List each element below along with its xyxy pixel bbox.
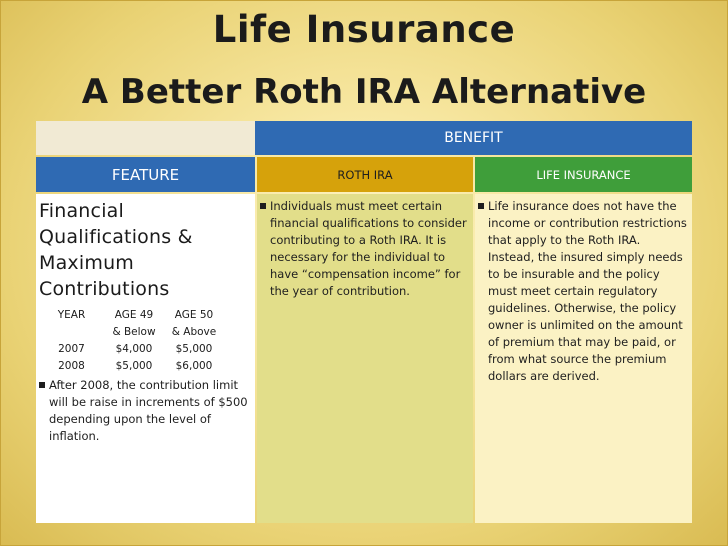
slide-subtitle: A Better Roth IRA Alternative xyxy=(81,72,647,112)
benefit-header: BENEFIT xyxy=(255,121,692,155)
bullet-square-icon xyxy=(260,203,266,209)
limits-cell: 2008 xyxy=(58,360,85,372)
limits-cell: $4,000 xyxy=(115,343,153,355)
roth-ira-cell xyxy=(257,194,473,523)
feature-heading-line: Contributions xyxy=(39,278,170,300)
limits-cell: YEAR xyxy=(57,309,86,321)
limits-cell: $6,000 xyxy=(175,360,213,372)
limits-cell: $5,000 xyxy=(115,360,153,372)
bullet-square-icon xyxy=(39,382,45,388)
header-blank-cell xyxy=(36,121,255,155)
roth-ira-bullet xyxy=(260,198,469,300)
slide-title: Life Insurance xyxy=(212,8,516,51)
limits-cell: & Above xyxy=(171,326,217,338)
roth-ira-text: Individuals must meet certain financial qualifications to consider contributing to a Roth IRA. It is necessary for the individual to have “compensation income” for the year of contribution. xyxy=(270,199,467,298)
feature-note-text: After 2008, the contribution limit will be raise in increments of $500 depending upon the level of inflation. xyxy=(49,378,248,443)
roth-ira-header: ROTH IRA xyxy=(257,157,473,192)
feature-heading-line: Maximum xyxy=(39,252,135,274)
limits-cell: 2007 xyxy=(58,343,85,355)
limits-cell: AGE 49 xyxy=(114,309,154,321)
bullet-square-icon xyxy=(478,203,484,209)
comparison-table xyxy=(36,121,692,523)
feature-heading xyxy=(39,198,252,302)
limits-cell xyxy=(39,325,104,339)
feature-note xyxy=(39,377,252,445)
contribution-limits-table xyxy=(39,308,252,373)
life-insurance-header: LIFE INSURANCE xyxy=(475,157,692,192)
life-insurance-bullet xyxy=(478,198,688,385)
feature-heading-line: Qualifications & xyxy=(39,226,193,248)
feature-cell xyxy=(36,194,255,523)
limits-cell: & Below xyxy=(112,326,156,338)
life-insurance-cell xyxy=(475,194,692,523)
feature-heading-line: Financial xyxy=(39,200,124,222)
life-insurance-text: Life insurance does not have the income or contribution restrictions that apply to the Roth IRA. Instead, the insured simply needs to be insurable and the policy must meet certain regulatory guidelines. Otherwise, the policy owner is unlimited on the amount of premium that may be paid, or from what source the premium dollars are derived. xyxy=(488,199,687,383)
feature-header: FEATURE xyxy=(36,157,255,192)
limits-cell: AGE 50 xyxy=(174,309,214,321)
limits-cell: $5,000 xyxy=(175,343,213,355)
